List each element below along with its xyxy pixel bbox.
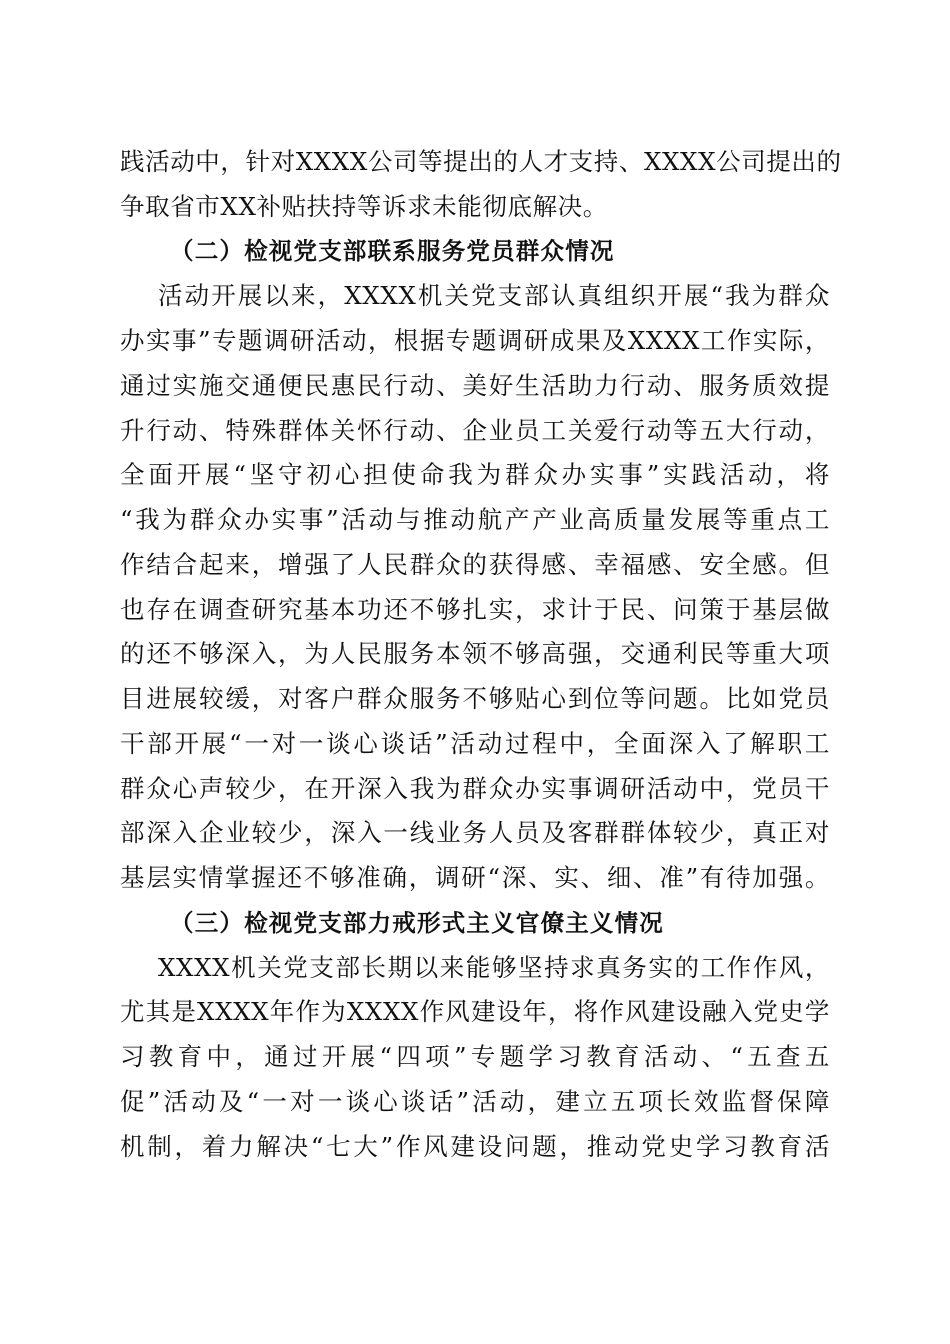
- paragraph-line: 群众心声较少，在开深入我为群众办实事调研活动中，党员干: [120, 774, 830, 803]
- paragraph-line: 通过实施交通便民惠民行动、美好生活助力行动、服务质效提: [120, 371, 830, 400]
- paragraph-line: 也存在调查研究基本功还不够扎实，求计于民、问策于基层做: [120, 595, 830, 624]
- paragraph-line: XXXX机关党支部长期以来能够坚持求真务实的工作作风，: [158, 953, 830, 982]
- paragraph-line: 全面开展“坚守初心担使命我为群众办实事”实践活动，将: [120, 460, 830, 489]
- paragraph-line: 办实事”专题调研活动，根据专题调研成果及XXXX工作实际，: [120, 326, 830, 355]
- paragraph-line: 干部开展“一对一谈心谈话”活动过程中，全面深入了解职工: [120, 729, 830, 758]
- paragraph-line: 践活动中，针对XXXX公司等提出的人才支持、XXXX公司提出的: [120, 147, 842, 176]
- section-heading-3: （三）检视党支部力戒形式主义官僚主义情况: [170, 909, 664, 937]
- paragraph-line: 尤其是XXXX年作为XXXX作风建设年，将作风建设融入党史学: [120, 997, 830, 1026]
- paragraph-line: 机制，着力解决“七大”作风建设问题，推动党史学习教育活: [120, 1132, 830, 1161]
- section-heading-2: （二）检视党支部联系服务党员群众情况: [170, 237, 615, 265]
- paragraph-line: 争取省市XX补贴扶持等诉求未能彻底解决。: [120, 192, 608, 221]
- paragraph-line: 作结合起来，增强了人民群众的获得感、幸福感、安全感。但: [120, 550, 830, 579]
- paragraph-line: 目进展较缓，对客户群众服务不够贴心到位等问题。比如党员: [120, 684, 830, 713]
- paragraph-line: 活动开展以来，XXXX机关党支部认真组织开展“我为群众: [158, 281, 830, 310]
- paragraph-line: 的还不够深入，为人民服务本领不够高强，交通利民等重大项: [120, 639, 830, 668]
- paragraph-line: 部深入企业较少，深入一线业务人员及客群群体较少，真正对: [120, 818, 830, 847]
- paragraph-line: 基层实情掌握还不够准确，调研“深、实、细、准”有待加强。: [120, 863, 830, 892]
- paragraph-line: 习教育中，通过开展“四项”专题学习教育活动、“五查五: [120, 1042, 830, 1071]
- paragraph-line: 促”活动及“一对一谈心谈话”活动，建立五项长效监督保障: [120, 1087, 830, 1116]
- paragraph-line: 升行动、特殊群体关怀行动、企业员工关爱行动等五大行动，: [120, 416, 830, 445]
- paragraph-line: “我为群众办实事”活动与推动航产产业高质量发展等重点工: [120, 505, 830, 534]
